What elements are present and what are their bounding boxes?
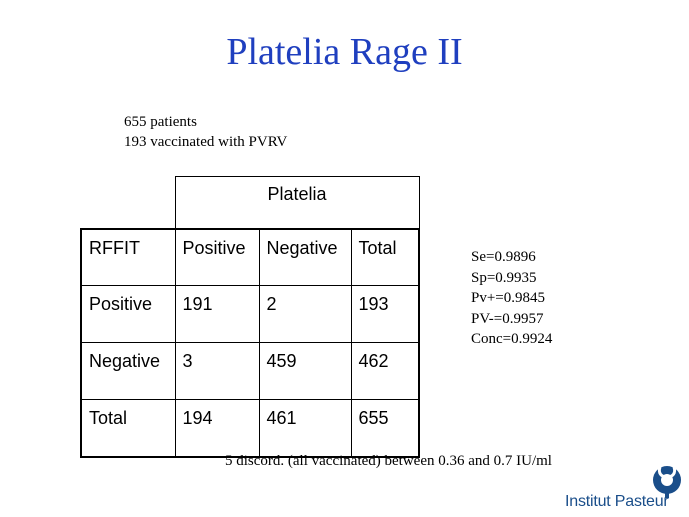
table-cell: 194 [175,400,259,457]
statistics-list [471,247,552,350]
table-cell: 462 [351,343,419,400]
table-cell: 2 [259,286,351,343]
table-cell: 193 [351,286,419,343]
table-cell: 655 [351,400,419,457]
table-row [81,343,419,400]
intro-text [124,112,287,152]
table-cell: 461 [259,400,351,457]
contingency-table [80,176,420,458]
table-row [81,286,419,343]
table-header-row [81,229,419,286]
stat-sensitivity: Se=0.9896 [471,249,536,265]
table-header-cell: Positive [175,229,259,286]
table-group-header-row [81,177,419,229]
stat-ppv: Pv+=0.9845 [471,290,546,306]
stat-npv: PV-=0.9957 [471,310,544,327]
table-row-label: Total [81,400,175,457]
patients-count: 655 patients [124,114,197,130]
table-header-cell: Total [351,229,419,286]
institut-pasteur-logo [565,463,689,517]
footnote: 5 discord. (all vaccinated) between 0.36 and 0.7 IU/ml [225,453,552,469]
stat-specificity: Sp=0.9935 [471,269,537,286]
vaccinated-count: 193 vaccinated with PVRV [124,134,288,150]
table-cell: 191 [175,286,259,343]
table-header-cell: Negative [259,229,351,286]
table-header-cell: RFFIT [81,229,175,286]
stat-concordance: Conc=0.9924 [471,331,553,347]
table-row [81,400,419,457]
table-corner-blank [81,177,175,229]
table-cell: 459 [259,343,351,400]
logo-text: Institut Pasteur [565,493,669,510]
table-cell: 3 [175,343,259,400]
slide-title: Platelia Rage II [226,31,463,73]
table-group-header: Platelia [175,177,419,229]
table-row-label: Positive [81,286,175,343]
table-row-label: Negative [81,343,175,400]
